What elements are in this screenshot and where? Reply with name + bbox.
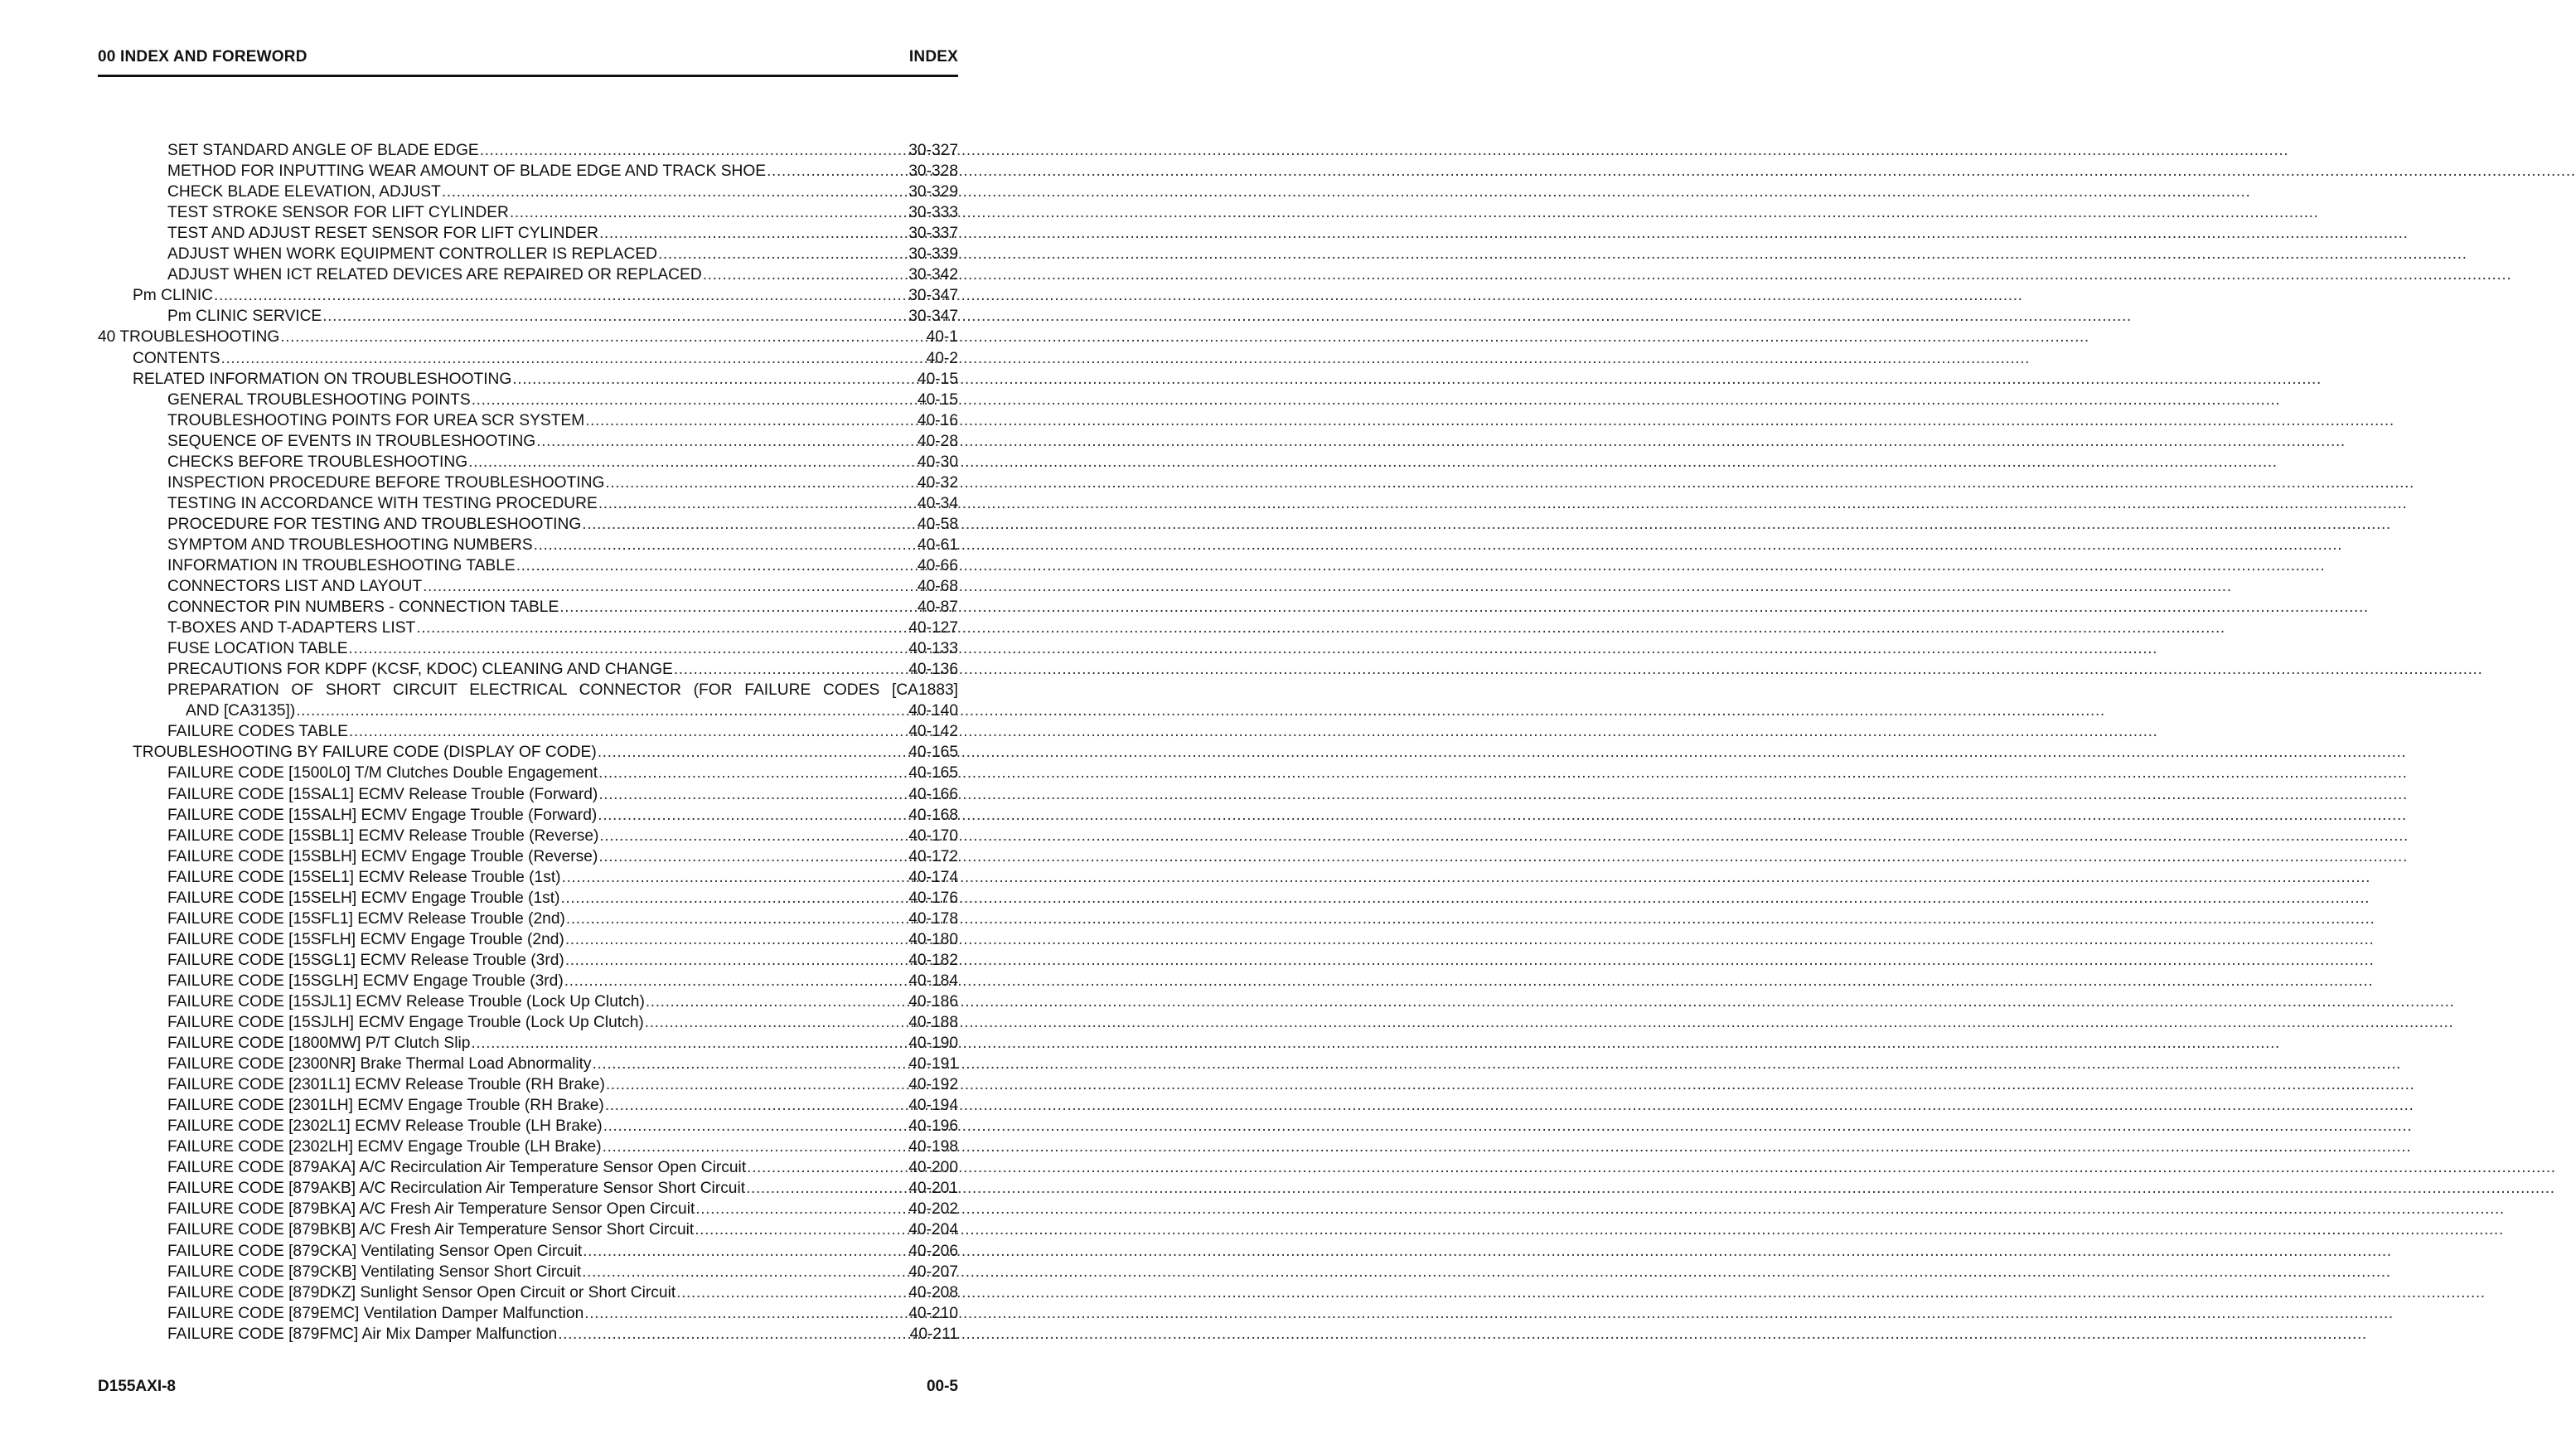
dot-leader [746,1180,908,1198]
toc-entry[interactable] [98,347,958,367]
toc-entry[interactable] [98,637,958,658]
dot-leader [676,1284,908,1302]
dot-leader [646,993,908,1011]
toc-entry-title: FAILURE CODE [879BKA] A/C Fresh Air Temperature Sensor Open Circuit [167,1200,695,1219]
toc-entry-page: 30-339 [908,245,958,264]
dot-leader [564,972,908,991]
dot-leader [598,786,908,804]
dot-leader [558,1326,908,1344]
toc-entry[interactable] [98,160,958,181]
toc-entry-title: FAILURE CODE [15SJL1] ECMV Release Trouble (Lock Up Clutch) [167,992,645,1011]
toc-entry-page: 40-194 [908,1097,958,1115]
toc-entry[interactable] [98,201,958,222]
toc-entry-page: 40-165 [908,764,958,783]
toc-entry-page: 40-133 [908,640,958,658]
toc-entry-title: TROUBLESHOOTING BY FAILURE CODE (DISPLAY OF CODE) [133,744,597,762]
dot-leader [562,869,908,887]
toc-entry-title: TROUBLESHOOTING POINTS FOR UREA SCR SYSTEM [167,411,585,429]
dot-leader [603,1138,908,1156]
toc-entry[interactable] [98,617,958,637]
dot-leader [416,619,908,637]
toc-entry-wrapped-line1[interactable] [98,679,958,700]
toc-entry-title: SEQUENCE OF EVENTS IN TROUBLESHOOTING [167,432,536,450]
toc-entry[interactable] [98,908,958,928]
toc-entry-title: SYMPTOM AND TROUBLESHOOTING NUMBERS [167,536,533,554]
dot-leader [605,1097,908,1115]
toc-entry-page: 40-68 [917,578,958,596]
toc-entry-page: 40-190 [908,1035,958,1053]
toc-entry[interactable] [98,596,958,617]
toc-entry-title: FAILURE CODE [15SFLH] ECMV Engage Trouble (2nd) [167,930,564,948]
toc-entry-page: 40-211 [909,1325,958,1343]
toc-entry-title: FAILURE CODE [2300NR] Brake Thermal Load Abnormality [167,1055,592,1074]
toc-entry-page: 40-207 [908,1263,958,1281]
toc-entry-title: T-BOXES AND T-ADAPTERS LIST [167,619,416,637]
toc-entry[interactable] [98,804,958,825]
toc-entry-title: FAILURE CODE [879AKB] A/C Recirculation Air Temperature Sensor Short Circuit [167,1180,746,1198]
toc-entry-page: 40-192 [908,1076,958,1094]
toc-entry[interactable] [98,243,958,264]
toc-entry-page: 30-342 [908,266,958,284]
toc-entry-page: 40-210 [908,1304,958,1322]
toc-entry-title: FAILURE CODE [15SGL1] ECMV Release Trouble (3rd) [167,951,564,969]
dot-leader [559,599,917,617]
dot-leader [512,371,917,389]
toc-entry[interactable] [98,1282,958,1302]
toc-entry[interactable] [98,1011,958,1032]
dot-leader [565,952,908,970]
toc-entry-title: SET STANDARD ANGLE OF BLADE EDGE [167,142,479,160]
toc-entry[interactable] [98,1198,958,1219]
toc-entry[interactable] [98,825,958,846]
toc-entry-title: FAILURE CODE [15SFL1] ECMV Release Trouble (2nd) [167,909,565,928]
toc-entry[interactable] [98,326,958,347]
dot-leader [214,287,908,305]
toc-entry[interactable] [98,534,958,555]
toc-entry-title: FAILURE CODE [879AKA] A/C Recirculation Air Temperature Sensor Open Circuit [167,1159,747,1177]
toc-entry-page: 40-206 [908,1242,958,1260]
page-header [98,46,958,77]
toc-entry-title: 40 TROUBLESHOOTING [98,328,280,347]
toc-entry-page: 40-30 [917,453,958,471]
toc-entry[interactable] [98,1156,958,1177]
dot-leader [296,702,908,720]
dot-leader [280,328,925,347]
toc-entry[interactable] [98,410,958,430]
toc-entry-title: PROCEDURE FOR TESTING AND TROUBLESHOOTING [167,515,582,533]
toc-entry-title: CONNECTORS LIST AND LAYOUT [167,578,423,596]
toc-entry-title: PRECAUTIONS FOR KDPF (KCSF, KDOC) CLEANING AND CHANGE [167,661,673,679]
toc-entry-title: INSPECTION PROCEDURE BEFORE TROUBLESHOOTING [167,473,605,492]
toc-entry-title: FAILURE CODES TABLE [167,723,348,741]
toc-entry-title: AND [CA3135]) [186,702,296,720]
toc-entry[interactable] [98,1115,958,1136]
toc-entry-title: Pm CLINIC SERVICE [167,308,322,326]
dot-leader [703,266,908,284]
toc-entry-page: 40-15 [917,390,958,409]
toc-entry-wrapped-line2[interactable] [98,700,958,720]
toc-entry-page: 40-174 [908,868,958,886]
toc-entry-title: FAILURE CODE [879CKA] Ventilating Sensor Open Circuit [167,1242,583,1260]
dot-leader [695,1200,908,1219]
dot-leader [658,245,908,264]
toc-entry[interactable] [98,1219,958,1239]
dot-leader [582,516,917,534]
toc-entry[interactable] [98,866,958,887]
toc-entry-title: FAILURE CODE [879CKB] Ventilating Sensor Short Circuit [167,1263,582,1281]
toc-entry-title: FAILURE CODE [879BKB] A/C Fresh Air Temperature Sensor Short Circuit [167,1221,695,1239]
dot-leader [536,433,917,451]
toc-entry-page: 40-170 [908,826,958,845]
toc-entry[interactable] [98,222,958,243]
toc-entry-page: 40-34 [917,494,958,512]
dot-leader [221,350,926,368]
toc-entry[interactable] [98,451,958,472]
toc-entry-page: 40-188 [908,1014,958,1032]
toc-entry-title: FAILURE CODE [2302LH] ECMV Engage Trouble (LH Brake) [167,1138,602,1156]
toc-entry-title: FAILURE CODE [15SAL1] ECMV Release Trouble (Forward) [167,785,598,803]
dot-leader [603,1117,908,1136]
toc-entry[interactable] [98,1053,958,1074]
toc-entry[interactable] [98,741,958,762]
toc-entry-title: ADJUST WHEN ICT RELATED DEVICES ARE REPAIRED OR REPLACED [167,266,702,284]
dot-leader [598,744,908,762]
toc-entry-title: TESTING IN ACCORDANCE WITH TESTING PROCEDURE [167,494,598,512]
toc-entry-page: 40-2 [926,349,958,367]
toc-entry-page: 40-202 [908,1200,958,1219]
toc-entry-page: 40-191 [908,1055,958,1074]
toc-entry[interactable] [98,762,958,783]
toc-entry-title: FAILURE CODE [1800MW] P/T Clutch Slip [167,1035,471,1053]
dot-leader [349,723,908,741]
toc-entry-title: FUSE LOCATION TABLE [167,640,348,658]
toc-entry[interactable] [98,1323,958,1344]
toc-entry[interactable] [98,949,958,970]
toc-entry-page: 40-136 [908,661,958,679]
toc-entry-title: RELATED INFORMATION ON TROUBLESHOOTING [133,370,512,388]
toc-entry-page: 40-166 [908,785,958,803]
toc-entry[interactable] [98,264,958,284]
dot-leader [645,1014,908,1032]
toc-entry-page: 30-337 [908,225,958,243]
toc-entry[interactable] [98,1136,958,1156]
dot-leader [674,661,908,679]
toc-entry[interactable] [98,720,958,741]
dot-leader [598,807,908,825]
toc-entry[interactable] [98,472,958,492]
toc-entry-page: 40-201 [908,1180,958,1198]
toc-entry[interactable] [98,783,958,803]
toc-entry-page: 40-127 [908,619,958,637]
dot-leader [767,162,908,181]
toc-entry-title: TEST AND ADJUST RESET SENSOR FOR LIFT CYLINDER [167,225,598,243]
toc-entry-page: 40-16 [917,411,958,429]
toc-entry[interactable] [98,1239,958,1260]
dot-leader [471,1035,908,1053]
toc-entry-page: 40-32 [917,473,958,492]
toc-entry-page: 40-140 [908,702,958,720]
toc-entry-title: FAILURE CODE [879FMC] Air Mix Damper Malfunction [167,1325,558,1343]
toc-entry-title: FAILURE CODE [2301LH] ECMV Engage Trouble (RH Brake) [167,1097,604,1115]
toc-entry-title: FAILURE CODE [2301L1] ECMV Release Trouble (RH Brake) [167,1076,605,1094]
toc-entry-title: CHECK BLADE ELEVATION, ADJUST [167,183,441,201]
toc-entry-page: 30-347 [908,308,958,326]
toc-entry-title: CONTENTS [133,349,220,367]
dot-leader [598,495,917,513]
toc-list [98,139,958,1344]
toc-entry-page: 40-66 [917,556,958,574]
dot-leader [349,640,908,658]
toc-entry-page: 40-176 [908,889,958,907]
toc-entry-title: FAILURE CODE [15SALH] ECMV Engage Trouble (Forward) [167,806,598,824]
toc-entry[interactable] [98,1074,958,1094]
toc-entry-page: 40-182 [908,951,958,969]
toc-entry[interactable] [98,928,958,949]
toc-entry-page: 40-1 [926,328,958,347]
toc-entry-page: 40-87 [917,599,958,617]
dot-leader [560,889,908,908]
toc-entry-title: GENERAL TROUBLESHOOTING POINTS [167,390,471,409]
toc-entry-title: FAILURE CODE [2302L1] ECMV Release Trouble (LH Brake) [167,1117,603,1136]
toc-entry[interactable] [98,368,958,389]
section-title: 00 INDEX AND FOREWORD [98,48,307,65]
toc-entry-title: FAILURE CODE [15SBLH] ECMV Engage Trouble (Reverse) [167,847,598,865]
toc-entry[interactable] [98,513,958,534]
toc-entry[interactable] [98,305,958,326]
toc-entry-title: FAILURE CODE [15SELH] ECMV Engage Trouble (1st) [167,889,560,907]
dot-leader [593,1055,908,1074]
dot-leader [565,931,908,949]
toc-entry-page: 30-327 [908,142,958,160]
dot-leader [598,764,908,783]
page-number: 00-5 [926,1378,958,1395]
dot-leader [472,391,917,410]
header-index-label: INDEX [908,48,958,65]
dot-leader [322,308,908,326]
toc-entry-page: 40-208 [908,1283,958,1301]
dot-leader [534,536,917,555]
toc-entry-title: FAILURE CODE [879EMC] Ventilation Damper Malfunction [167,1304,584,1322]
toc-entry-page: 40-178 [908,909,958,928]
toc-entry-page: 30-328 [908,162,958,181]
toc-entry-title: TEST STROKE SENSOR FOR LIFT CYLINDER [167,204,509,222]
toc-entry-title: Pm CLINIC [133,287,214,305]
toc-entry[interactable] [98,139,958,160]
toc-entry-page: 30-329 [908,183,958,201]
toc-entry-title: CONNECTOR PIN NUMBERS - CONNECTION TABLE [167,599,559,617]
toc-entry-page: 40-15 [917,370,958,388]
toc-entry[interactable] [98,991,958,1011]
toc-entry-page: 40-196 [908,1117,958,1136]
toc-entry[interactable] [98,389,958,410]
toc-entry-page: 40-180 [908,930,958,948]
toc-entry-title: METHOD FOR INPUTTING WEAR AMOUNT OF BLADE EDGE AND TRACK SHOE [167,162,767,181]
toc-entry[interactable] [98,492,958,513]
dot-leader [695,1221,908,1239]
toc-entry[interactable] [98,181,958,201]
dot-leader [747,1159,908,1177]
toc-entry[interactable] [98,970,958,991]
dot-leader [442,183,908,201]
toc-entry-page: 40-204 [908,1221,958,1239]
toc-entry-page: 30-347 [908,287,958,305]
dot-leader [510,204,908,222]
toc-entry-page: 40-168 [908,806,958,824]
dot-leader [566,910,908,928]
toc-entry-page: 40-28 [917,432,958,450]
toc-entry-page: 30-333 [908,204,958,222]
toc-entry[interactable] [98,1177,958,1198]
toc-entry-title: CHECKS BEFORE TROUBLESHOOTING [167,453,468,471]
toc-entry-page: 40-186 [908,992,958,1011]
toc-entry[interactable] [98,284,958,305]
toc-entry-title: FAILURE CODE [15SBL1] ECMV Release Trouble (Reverse) [167,826,599,845]
dot-leader [583,1243,908,1261]
dot-leader [599,225,908,243]
toc-entry-page: 40-200 [908,1159,958,1177]
toc-entry[interactable] [98,555,958,575]
toc-entry-page: 40-142 [908,723,958,741]
dot-leader [605,474,917,492]
toc-entry[interactable] [98,1302,958,1323]
dot-leader [585,412,917,430]
model-number: D155AXI-8 [98,1378,176,1395]
toc-entry-page: 40-172 [908,847,958,865]
toc-entry[interactable] [98,846,958,866]
toc-entry[interactable] [98,658,958,679]
toc-entry[interactable] [98,430,958,451]
toc-entry[interactable] [98,1032,958,1053]
toc-entry-title: FAILURE CODE [15SJLH] ECMV Engage Trouble (Lock Up Clutch) [167,1014,644,1032]
toc-entry[interactable] [98,1094,958,1115]
toc-entry-page: 40-61 [917,536,958,554]
toc-entry-page: 40-58 [917,515,958,533]
dot-leader [516,557,917,575]
toc-entry-page: 40-198 [908,1138,958,1156]
toc-entry-title: FAILURE CODE [15SEL1] ECMV Release Trouble (1st) [167,868,561,886]
dot-leader [584,1305,908,1323]
toc-entry-title: FAILURE CODE [1500L0] T/M Clutches Double Engagement [167,764,598,783]
toc-entry-title: FAILURE CODE [879DKZ] Sunlight Sensor Open Circuit or Short Circuit [167,1283,676,1301]
dot-leader [468,453,917,472]
dot-leader [582,1263,908,1282]
dot-leader [423,578,917,596]
toc-entry[interactable] [98,1261,958,1282]
dot-leader [598,848,908,866]
dot-leader [599,827,908,846]
toc-entry-page: 40-165 [908,744,958,762]
toc-entry-title: PREPARATION OF SHORT CIRCUIT ELECTRICAL CONNECTOR (FOR FAILURE CODES [CA1883] [167,681,958,700]
dot-leader [480,142,908,160]
toc-entry[interactable] [98,887,958,908]
toc-entry-title: ADJUST WHEN WORK EQUIPMENT CONTROLLER IS REPLACED [167,245,657,264]
dot-leader [606,1076,908,1094]
toc-entry-title: FAILURE CODE [15SGLH] ECMV Engage Trouble (3rd) [167,972,564,990]
toc-entry-title: INFORMATION IN TROUBLESHOOTING TABLE [167,556,516,574]
toc-entry[interactable] [98,575,958,596]
toc-entry-page: 40-184 [908,972,958,990]
